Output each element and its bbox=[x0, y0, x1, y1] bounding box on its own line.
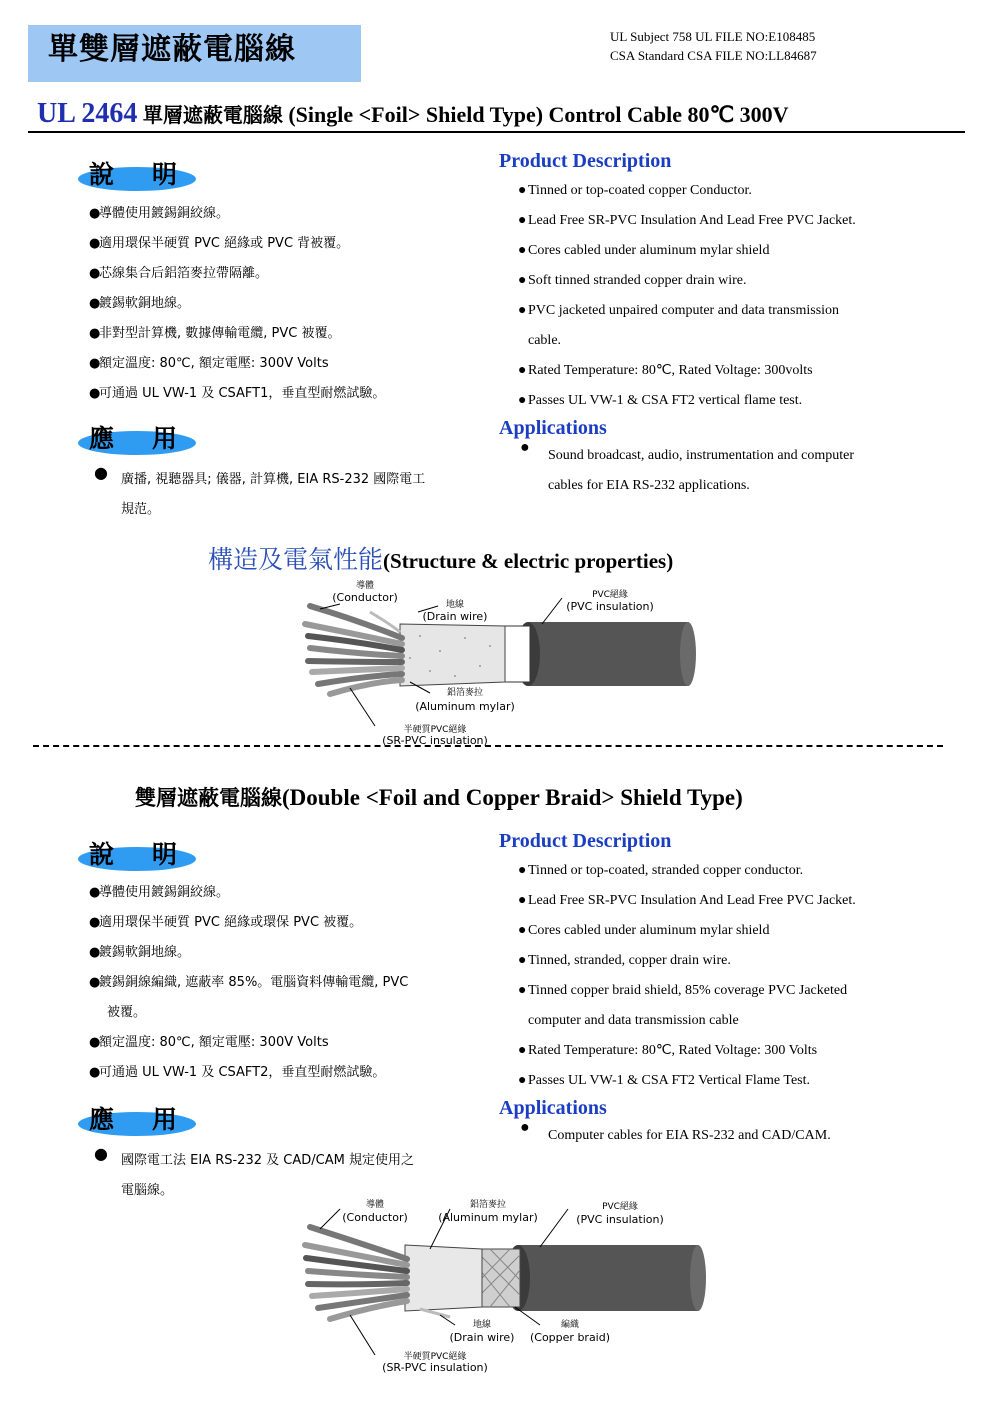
label-drain-cn: 地線 bbox=[472, 1320, 492, 1330]
jacket-end bbox=[680, 622, 696, 686]
label-srpvc-cn: 半硬質PVC絕緣 bbox=[403, 1352, 467, 1362]
cn-application-line: 規范。 bbox=[121, 502, 161, 517]
description-badge bbox=[77, 838, 197, 872]
cn-description-list bbox=[89, 199, 385, 409]
leader-line bbox=[542, 598, 562, 624]
leader-line bbox=[350, 1315, 375, 1355]
application-badge bbox=[77, 1103, 197, 1137]
list-item: ● Lead Free SR-PVC Insulation And Lead Free PVC Jacket. bbox=[518, 213, 856, 228]
en-application bbox=[520, 441, 960, 501]
list-item: ● Cores cabled under aluminum mylar shield bbox=[518, 923, 770, 938]
list-item: ● Rated Temperature: 80℃, Rated Voltage: 300volts bbox=[518, 363, 813, 378]
bullet: ● bbox=[520, 439, 530, 456]
list-item: ●導體使用鍍錫銅絞線。 bbox=[89, 206, 230, 221]
leader-line bbox=[350, 688, 375, 726]
aluminum-mylar bbox=[405, 1245, 482, 1311]
en-application-line: cables for EIA RS-232 applications. bbox=[548, 478, 750, 493]
cn-description-list bbox=[89, 878, 408, 1088]
application-badge bbox=[77, 422, 197, 456]
list-item: ● Tinned, stranded, copper drain wire. bbox=[518, 953, 731, 968]
list-item: ● Cores cabled under aluminum mylar shield bbox=[518, 243, 770, 258]
list-item: ●鍍錫軟銅地線。 bbox=[89, 296, 191, 311]
en-application-line: Computer cables for EIA RS-232 and CAD/CAM. bbox=[548, 1128, 831, 1143]
list-item: ●額定溫度: 80℃, 額定電壓: 300V Volts bbox=[89, 1035, 329, 1050]
list-item: ●適用環保半硬質 PVC 絕緣或環保 PVC 被覆。 bbox=[89, 915, 363, 930]
leader-line bbox=[320, 604, 340, 609]
en-application-line: Sound broadcast, audio, instrumentation and computer bbox=[548, 448, 854, 463]
label-drain-cn: 地線 bbox=[445, 600, 465, 610]
product-description-title: Product Description bbox=[499, 830, 672, 852]
page-title: 單雙層遮蔽電腦線 bbox=[48, 32, 296, 67]
pvc-jacket bbox=[528, 622, 688, 686]
label-mylar-en: (Aluminum mylar) bbox=[415, 700, 515, 713]
label-conductor-cn: 導體 bbox=[355, 581, 375, 591]
leader-line bbox=[320, 1209, 340, 1229]
label-pvc-en: (PVC insulation) bbox=[566, 600, 654, 613]
list-item: ●鍍錫銅線編織, 遮蔽率 85%。電腦資料傳輸電纜, PVC bbox=[89, 975, 409, 990]
label-pvc-en: (PVC insulation) bbox=[576, 1213, 664, 1226]
conductor-strands bbox=[305, 606, 402, 694]
badge-char-1: 說 bbox=[89, 160, 115, 189]
label-drain-en: (Drain wire) bbox=[449, 1331, 515, 1344]
structure-title-cn: 構造及電氣性能 bbox=[208, 545, 384, 574]
ul-file-number: UL Subject 758 UL FILE NO:E108485 bbox=[610, 29, 816, 44]
bullet: ● bbox=[94, 1144, 108, 1163]
list-item: ● Rated Temperature: 80℃, Rated Voltage: 300 Volts bbox=[518, 1043, 818, 1058]
en-description-list bbox=[518, 856, 856, 1096]
label-braid-en: (Copper braid) bbox=[529, 1331, 611, 1344]
aluminum-mylar bbox=[400, 624, 505, 686]
ul-number: UL 2464 bbox=[37, 98, 138, 129]
structure-title-en: (Structure & electric properties) bbox=[383, 549, 674, 573]
label-srpvc-en: (SR-PVC insulation) bbox=[382, 1361, 488, 1374]
ul-title-en: (Single <Foil> Shield Type) Control Cable 80℃ 300V bbox=[282, 102, 789, 127]
bullet: ● bbox=[520, 1119, 530, 1136]
badge-char-2: 用 bbox=[152, 424, 178, 453]
cn-application-line: 國際電工法 EIA RS-232 及 CAD/CAM 規定使用之 bbox=[121, 1153, 414, 1168]
list-item: ●適用環保半硬質 PVC 絕緣或 PVC 背被覆。 bbox=[89, 236, 350, 251]
badge-char-2: 用 bbox=[152, 1105, 178, 1134]
sr-pvc-layer bbox=[502, 626, 530, 682]
single-shield-cable-diagram bbox=[290, 576, 710, 746]
list-item: ●可通過 UL VW-1 及 CSAFT2，垂直型耐燃試驗。 bbox=[89, 1065, 386, 1080]
ul-title-cn: 單層遮蔽電腦線 bbox=[142, 103, 283, 127]
section-separator bbox=[33, 745, 943, 747]
list-item: ● Passes UL VW-1 & CSA FT2 Vertical Flame Test. bbox=[518, 1073, 810, 1088]
list-item: ●可通過 UL VW-1 及 CSAFT1，垂直型耐燃試驗。 bbox=[89, 386, 386, 401]
list-item: ● Tinned copper braid shield, 85% coverage PVC Jacketed bbox=[518, 983, 848, 998]
double-title-cn: 雙層遮蔽電腦線 bbox=[135, 786, 282, 810]
double-shield-heading bbox=[135, 782, 743, 812]
cn-application-line: 電腦線。 bbox=[121, 1183, 174, 1198]
header-divider bbox=[28, 131, 965, 133]
label-mylar-en: (Aluminum mylar) bbox=[438, 1211, 538, 1224]
drain-wire bbox=[420, 1309, 450, 1317]
double-shield-cable-diagram bbox=[290, 1195, 720, 1375]
badge-char-1: 應 bbox=[89, 1105, 115, 1134]
badge-char-2: 明 bbox=[152, 160, 178, 189]
list-item: ● PVC jacketed unpaired computer and data transmission bbox=[518, 303, 840, 318]
csa-file-number: CSA Standard CSA FILE NO:LL84687 bbox=[610, 48, 817, 63]
list-item: ●導體使用鍍錫銅絞線。 bbox=[89, 885, 230, 900]
list-item: ● Tinned or top-coated, stranded copper conductor. bbox=[518, 863, 804, 878]
double-title-en: (Double <Foil and Copper Braid> Shield Type) bbox=[282, 785, 743, 810]
list-item: ● Tinned or top-coated copper Conductor. bbox=[518, 183, 752, 198]
en-description-list bbox=[518, 176, 856, 416]
label-conductor-en: (Conductor) bbox=[342, 1211, 408, 1224]
label-pvc-cn: PVC絕緣 bbox=[592, 590, 628, 600]
label-srpvc-cn: 半硬質PVC絕緣 bbox=[403, 725, 467, 735]
list-item: ● Lead Free SR-PVC Insulation And Lead Free PVC Jacket. bbox=[518, 893, 856, 908]
structure-heading bbox=[208, 540, 673, 576]
badge-char-2: 明 bbox=[152, 840, 178, 869]
list-item: ●芯線集合后鋁箔麥拉帶隔離。 bbox=[89, 266, 269, 281]
label-braid-cn: 編織 bbox=[560, 1320, 580, 1330]
cn-application-line: 廣播, 視聽器具; 儀器, 計算機, EIA RS-232 國際電工 bbox=[121, 472, 426, 487]
applications-title: Applications bbox=[499, 1097, 607, 1119]
list-item: cable. bbox=[528, 333, 562, 348]
product-description-title: Product Description bbox=[499, 150, 672, 172]
label-mylar-cn: 鋁箔麥拉 bbox=[446, 688, 484, 698]
label-srpvc-en: (SR-PVC insulation) bbox=[382, 734, 488, 746]
bullet: ● bbox=[94, 463, 108, 482]
en-application bbox=[520, 1121, 960, 1151]
badge-char-1: 說 bbox=[89, 840, 115, 869]
badge-char-1: 應 bbox=[89, 424, 115, 453]
label-mylar-cn: 鋁箔麥拉 bbox=[469, 1200, 507, 1210]
list-item: 被覆。 bbox=[107, 1005, 147, 1020]
description-badge bbox=[77, 158, 197, 192]
label-pvc-cn: PVC絕緣 bbox=[602, 1202, 638, 1212]
list-item: computer and data transmission cable bbox=[528, 1013, 739, 1028]
cn-application bbox=[94, 465, 504, 525]
list-item: ● Passes UL VW-1 & CSA FT2 vertical flame test. bbox=[518, 393, 803, 408]
conductor-strands bbox=[305, 1227, 407, 1319]
leader-line bbox=[540, 1209, 568, 1247]
list-item: ●鍍錫軟銅地線。 bbox=[89, 945, 191, 960]
pvc-jacket bbox=[518, 1245, 698, 1311]
label-drain-en: (Drain wire) bbox=[422, 610, 488, 623]
applications-title: Applications bbox=[499, 417, 607, 439]
list-item: ●非對型計算機, 數據傳輸電纜, PVC 被覆。 bbox=[89, 326, 341, 341]
list-item: ●額定溫度: 80℃, 額定電壓: 300V Volts bbox=[89, 356, 329, 371]
jacket-end bbox=[690, 1245, 706, 1311]
label-conductor-en: (Conductor) bbox=[332, 591, 398, 604]
label-conductor-cn: 導體 bbox=[365, 1200, 385, 1210]
list-item: ● Soft tinned stranded copper drain wire. bbox=[518, 273, 747, 288]
product-heading bbox=[37, 98, 789, 130]
